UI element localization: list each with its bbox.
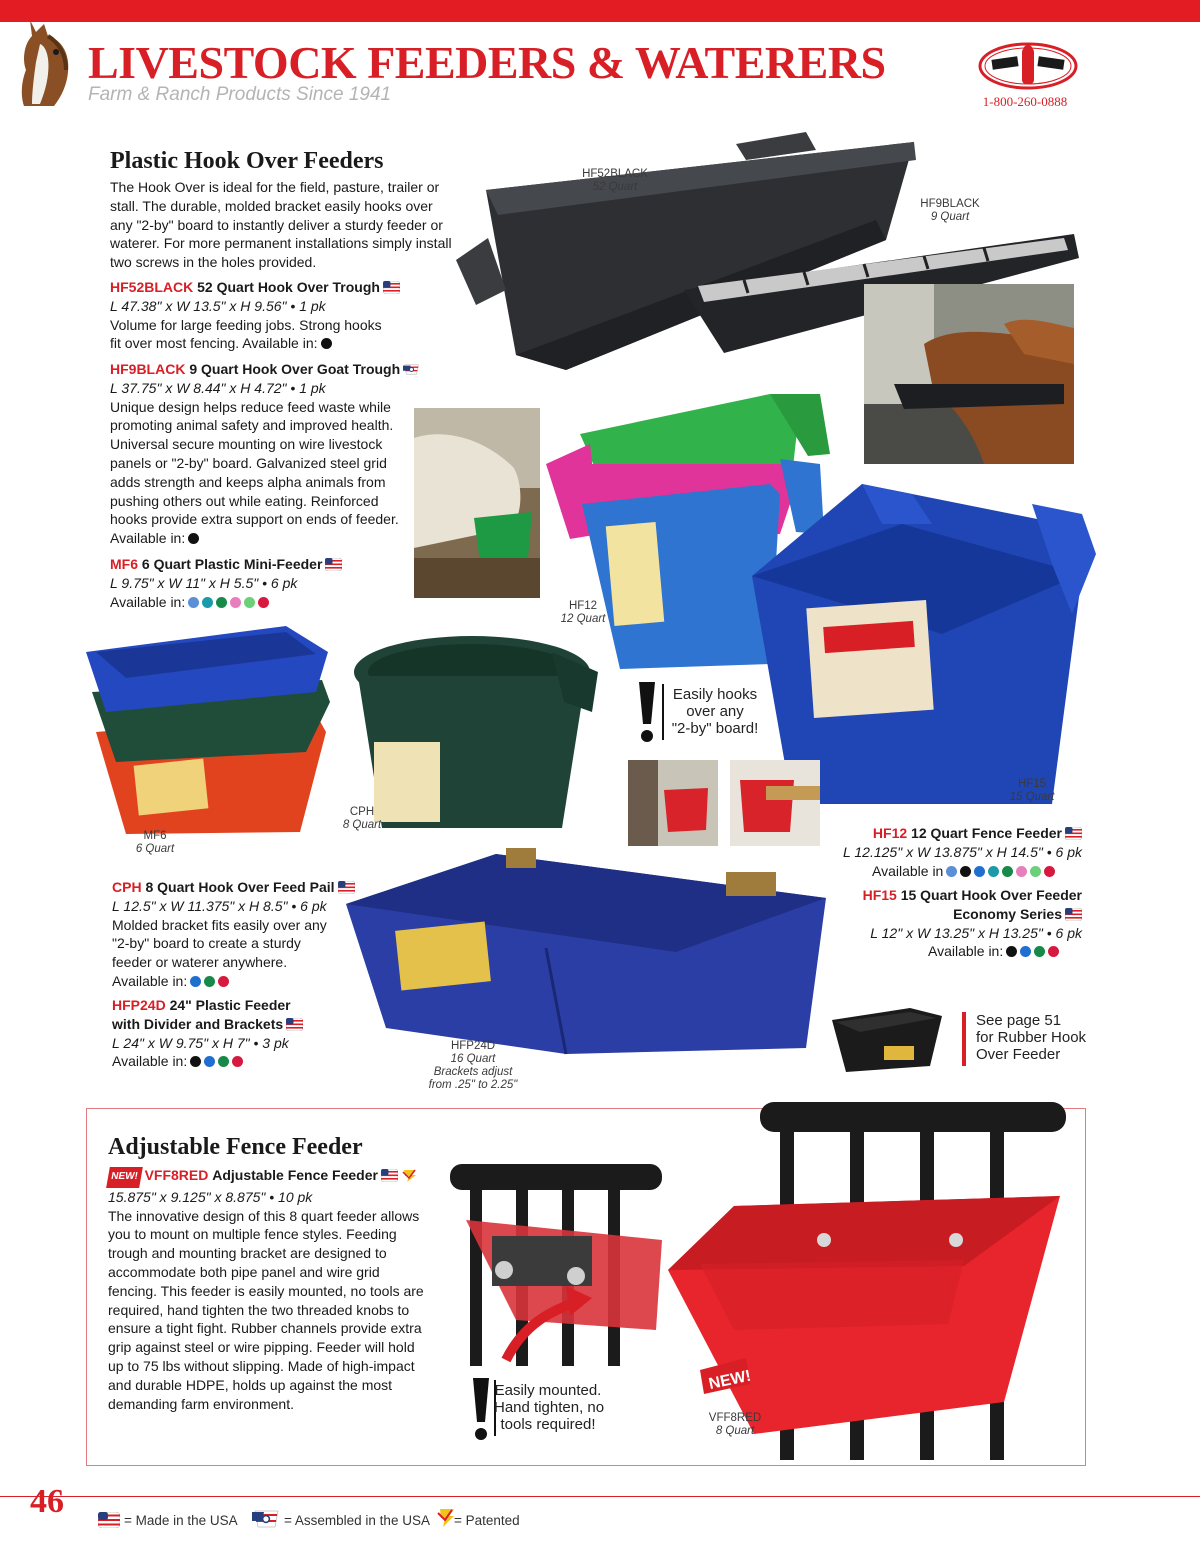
product-vff8red	[108, 1166, 424, 1413]
caption-size: 8 Quart	[342, 819, 382, 831]
product-desc: fit over most fencing. Available in:	[110, 335, 318, 352]
hfp24d-divided-feeder-image	[346, 848, 834, 1060]
color-swatch-green	[218, 1056, 229, 1067]
phone-number: 1-800-260-0888	[982, 94, 1068, 109]
product-desc: promoting animal safety and improved health.	[110, 417, 394, 434]
product-hfp24d	[112, 996, 303, 1071]
product-dims: L 24" x W 9.75" x H 7" • 3 pk	[112, 1034, 289, 1051]
product-desc: you to mount on multiple fence styles. Feeding	[108, 1226, 397, 1243]
color-swatch-blue	[190, 976, 201, 987]
made-in-usa-icon	[98, 1512, 120, 1528]
product-sku: HF12	[872, 825, 908, 841]
color-swatch-green	[216, 597, 227, 608]
color-swatch-teal	[988, 866, 999, 877]
section-title-hook-over: Plastic Hook Over Feeders	[110, 148, 384, 174]
little-giant-logo	[978, 40, 1078, 92]
color-swatch-blue	[1020, 946, 1031, 957]
made-in-usa-icon	[383, 281, 400, 294]
product-desc: Volume for large feeding jobs. Strong hooks	[110, 316, 382, 333]
caption-sku: VFF8RED	[708, 1412, 762, 1424]
caption-vff8red	[700, 1412, 770, 1438]
legend-made-in-usa: = Made in the USA	[124, 1513, 238, 1528]
callout-line: Easily mounted.	[494, 1382, 602, 1399]
footer-divider	[0, 1496, 1200, 1497]
product-dims: L 12.125" x W 13.875" x H 14.5" • 6 pk	[842, 843, 1082, 860]
product-desc: Unique design helps reduce feed waste while	[110, 398, 391, 415]
product-desc: adds strength and keeps alpha animals from	[110, 473, 386, 490]
product-desc: pushing others out while eating. Reinforced	[110, 492, 379, 509]
horse-eating-photo	[864, 284, 1074, 464]
product-hf52black	[110, 278, 400, 353]
assembled-in-usa-icon	[252, 1510, 280, 1528]
product-desc: Available in:	[112, 972, 188, 989]
color-swatch-pink	[1016, 866, 1027, 877]
color-swatch-red	[1044, 866, 1055, 877]
product-name: 9 Quart Hook Over Goat Trough	[189, 361, 401, 377]
color-swatch-green	[204, 976, 215, 987]
product-desc: Available in:	[928, 943, 1004, 960]
patented-icon	[401, 1169, 418, 1182]
caption-note: Brackets adjust	[433, 1066, 513, 1078]
caption-size: 8 Quart	[715, 1425, 755, 1437]
caption-size: 15 Quart	[1009, 791, 1055, 803]
color-swatch-lightgreen	[1030, 866, 1041, 877]
mf6-stacked-feeders-image	[86, 622, 336, 836]
vff8red-feeder-image	[664, 1094, 1072, 1462]
exclamation-icon	[470, 1376, 492, 1442]
made-in-usa-icon	[1065, 827, 1082, 840]
caption-hf9black	[910, 198, 990, 224]
product-desc: Universal secure mounting on wire livestock	[110, 436, 383, 453]
caption-sku: HFP24D	[450, 1040, 496, 1052]
color-swatch-red	[1048, 946, 1059, 957]
caption-size: 12 Quart	[560, 613, 606, 625]
caption-sku: HF9BLACK	[920, 198, 980, 210]
product-sku: VFF8RED	[144, 1167, 209, 1183]
intro-line: waterer. For more permanent installations simply install	[110, 235, 452, 252]
cph-green-pail-image	[352, 632, 602, 832]
color-swatch-teal	[202, 597, 213, 608]
color-swatch-lightblue	[188, 597, 199, 608]
page-number: 46	[30, 1483, 64, 1520]
caption-size: 16 Quart	[450, 1053, 496, 1065]
product-name: 8 Quart Hook Over Feed Pail	[145, 879, 335, 895]
callout-easily-hooks	[662, 686, 768, 737]
product-name: 24" Plastic Feeder	[169, 997, 291, 1013]
caption-sku: HF15	[1017, 778, 1047, 790]
color-swatch-green	[1034, 946, 1045, 957]
color-swatch-black	[960, 866, 971, 877]
caption-hf12	[548, 600, 618, 626]
caption-hfp24d	[418, 1040, 528, 1092]
horse-head-icon	[10, 14, 82, 110]
page-subtitle: Farm & Ranch Products Since 1941	[88, 84, 392, 105]
made-in-usa-icon	[1065, 908, 1082, 921]
caption-note: from .25" to 2.25"	[428, 1079, 518, 1091]
product-sku: HF9BLACK	[110, 361, 186, 377]
color-swatch-red	[258, 597, 269, 608]
product-desc: hooks provide extra support on ends of feeder.	[110, 511, 399, 528]
product-mf6	[110, 555, 342, 611]
product-desc: required, hand tighten the two threaded knobs to	[108, 1301, 410, 1318]
product-sku: CPH	[112, 879, 142, 895]
product-sku: HF15	[862, 887, 897, 903]
callout-easily-mounted	[494, 1382, 605, 1433]
intro-line: stall. The durable, molded bracket easily hooks over	[110, 197, 433, 214]
product-hf9black	[110, 360, 420, 548]
product-desc: Molded bracket fits easily over any	[112, 916, 327, 933]
callout-line: tools required!	[500, 1416, 596, 1433]
product-dims: L 9.75" x W 11" x H 5.5" • 6 pk	[110, 574, 298, 591]
product-name: 15 Quart Hook Over Feeder	[900, 887, 1082, 903]
hook-over-intro	[110, 178, 452, 272]
color-swatch-red	[232, 1056, 243, 1067]
product-desc: Available in	[872, 862, 944, 879]
caption-size: 6 Quart	[135, 843, 175, 855]
product-name-line2: Economy Series	[953, 905, 1062, 922]
product-hf15	[800, 886, 1082, 961]
product-dims: 15.875" x 9.125" x 8.875" • 10 pk	[108, 1188, 313, 1205]
legend-assembled-in-usa: = Assembled in the USA	[284, 1513, 430, 1528]
new-sticker: NEW!	[707, 1367, 753, 1394]
product-desc: demanding farm environment.	[108, 1395, 294, 1412]
product-desc: The innovative design of this 8 quart feeder allows	[108, 1207, 420, 1224]
product-dims: L 12" x W 13.25" x H 13.25" • 6 pk	[870, 924, 1082, 941]
product-desc: panels or "2-by" board. Galvanized steel grid	[110, 454, 387, 471]
see-page-bar	[962, 1012, 966, 1066]
made-in-usa-icon	[286, 1018, 303, 1031]
rubber-hook-feeder-image	[830, 1006, 944, 1074]
product-dims: L 47.38" x W 13.5" x H 9.56" • 1 pk	[110, 297, 326, 314]
product-name: 12 Quart Fence Feeder	[911, 825, 1062, 841]
color-swatch-lightgreen	[244, 597, 255, 608]
color-swatch-black	[190, 1056, 201, 1067]
color-swatch-red	[218, 976, 229, 987]
product-cph	[112, 878, 355, 991]
caption-hf15	[1002, 778, 1062, 804]
product-hf12	[800, 824, 1082, 880]
product-dims: L 37.75" x W 8.44" x H 4.72" • 1 pk	[110, 379, 326, 396]
callout-line: Easily hooks	[672, 686, 758, 703]
product-desc: "2-by" board to create a sturdy	[112, 935, 301, 952]
product-desc: and durable HDPE, holds up against the most	[108, 1376, 393, 1393]
caption-cph	[330, 806, 394, 832]
product-sku: HFP24D	[112, 997, 166, 1013]
horse-mini-feeder-photo	[414, 408, 540, 598]
see-page-line: Over Feeder	[976, 1046, 1061, 1063]
see-page-note	[976, 1012, 1086, 1063]
product-sku: HF52BLACK	[110, 279, 194, 295]
assembled-in-usa-icon	[403, 363, 420, 376]
patented-icon	[436, 1508, 456, 1528]
product-dims: L 12.5" x W 11.375" x H 8.5" • 6 pk	[112, 897, 327, 914]
caption-mf6	[120, 830, 190, 856]
caption-hf52black	[570, 168, 660, 194]
section-title-fence-feeder: Adjustable Fence Feeder	[108, 1134, 363, 1160]
product-name: 6 Quart Plastic Mini-Feeder	[141, 556, 323, 572]
made-in-usa-icon	[381, 1169, 398, 1182]
color-swatch-pink	[230, 597, 241, 608]
product-name: 52 Quart Hook Over Trough	[197, 279, 380, 295]
color-swatch-black	[321, 338, 332, 349]
callout-line: Hand tighten, no	[494, 1399, 605, 1416]
color-swatch-blue	[204, 1056, 215, 1067]
fence-bracket-mount-image	[446, 1160, 668, 1374]
caption-size: 52 Quart	[592, 181, 638, 193]
product-desc: grip against steel or wire pipping. Feeder will hold	[108, 1339, 415, 1356]
product-desc: Available in:	[112, 1053, 188, 1070]
product-desc: trough and mounting bracket are designed to	[108, 1245, 387, 1262]
page-title: LIVESTOCK FEEDERS & WATERERS	[88, 37, 886, 88]
product-desc: Available in:	[110, 593, 186, 610]
product-sku: MF6	[110, 556, 138, 572]
color-swatch-lightblue	[946, 866, 957, 877]
hook-usage-photo-1	[628, 760, 718, 846]
intro-line: any "2-by" board to instantly deliver a sturdy feeder or	[110, 216, 443, 233]
product-desc: accommodate both pipe panel and wire grid	[108, 1263, 380, 1280]
intro-line: The Hook Over is ideal for the field, pasture, trailer or	[110, 179, 440, 195]
see-page-line: See page 51	[976, 1012, 1062, 1029]
made-in-usa-icon	[325, 558, 342, 571]
product-desc: Available in:	[110, 530, 186, 547]
caption-sku: MF6	[143, 830, 167, 842]
color-swatch-black	[1006, 946, 1017, 957]
intro-line: two screws in the holes provided.	[110, 254, 317, 271]
color-swatch-green	[1002, 866, 1013, 877]
see-page-line: for Rubber Hook	[976, 1029, 1087, 1046]
caption-sku: HF52BLACK	[582, 168, 648, 180]
product-desc: fencing. This feeder is easily mounted, no tools are	[108, 1282, 424, 1299]
callout-line: "2-by" board!	[671, 720, 759, 737]
new-badge: NEW!	[106, 1167, 142, 1188]
caption-size: 9 Quart	[930, 211, 970, 223]
caption-sku: HF12	[568, 600, 598, 612]
color-swatch-black	[188, 533, 199, 544]
color-swatch-blue	[974, 866, 985, 877]
callout-line: over any	[686, 703, 744, 720]
product-name-line2: with Divider and Brackets	[112, 1015, 284, 1032]
top-red-bar	[0, 0, 1200, 22]
product-desc: up to 75 lbs without slipping. Made of high-impact	[108, 1357, 415, 1374]
exclamation-icon	[636, 680, 658, 744]
product-name: Adjustable Fence Feeder	[212, 1167, 378, 1183]
product-desc: ensure a tight fight. Rubber channels provide extra	[108, 1320, 422, 1337]
caption-sku: CPH	[349, 806, 375, 818]
product-desc: feeder or waterer anywhere.	[112, 954, 288, 971]
legend-patented: = Patented	[454, 1513, 520, 1528]
